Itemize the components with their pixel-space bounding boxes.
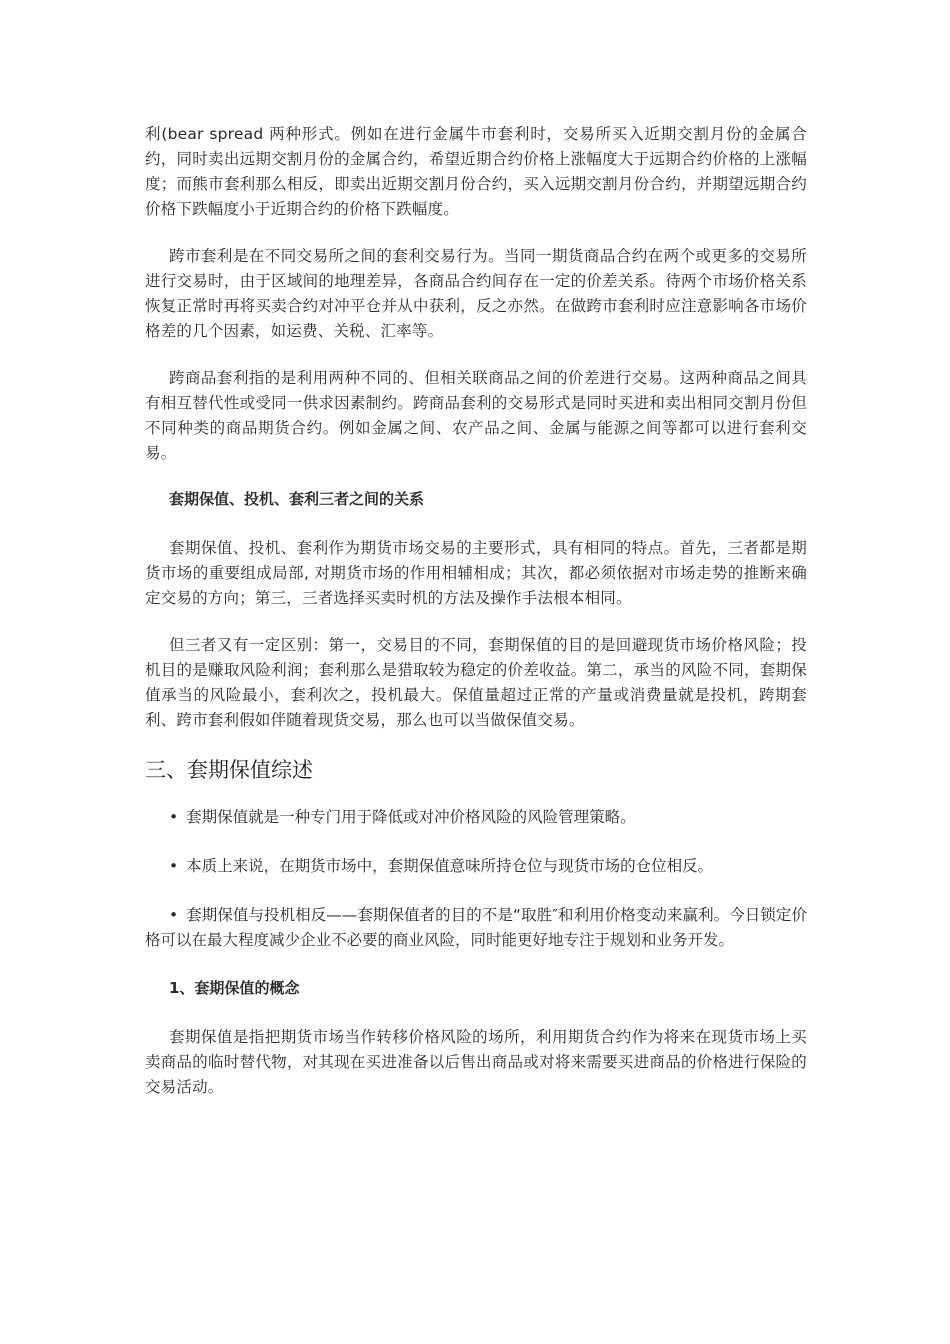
paragraph-hedging-definition: 套期保值是指把期货市场当作转移价格风险的场所，利用期货合约作为将来在现货市场上买卖商品的临时替代物，对其现在买进准备以后售出商品或对将来需要买进商品的价格进行保险的交易活动。 <box>145 1028 807 1096</box>
document-page <box>145 122 807 1122</box>
bullet-text: 套期保值就是一种专门用于降低或对冲价格风险的风险管理策略。 <box>186 808 636 826</box>
paragraph-differences: 但三者又有一定区别：第一，交易目的不同，套期保值的目的是回避现货市场价格风险；投机目的是赚取风险利润；套利那么是猎取较为稳定的价差收益。第二，承当的风险不同，套期保值承当的风险最小，套利次之，投机最大。保值量超过正常的产量或消费量就是投机，跨期套利、跨市套利假如伴随着现货交易，那么也可以当做保值交易。 <box>145 636 807 729</box>
bullet-text: 套期保值与投机相反——套期保值者的目的不是“取胜″和利用价格变动来赢利。今日锁定价格可以在最大程度减少企业不必要的商业风险，同时能更好地专注于规划和业务开发。 <box>145 906 807 949</box>
paragraph-inter-commodity-arbitrage: 跨商品套利指的是利用两种不同的、但相关联商品之间的价差进行交易。这两种商品之间具有相互替代性或受同一供求因素制约。跨商品套利的交易形式是同时买进和卖出相同交割月份但不同种类的商品期货合约。例如金属之间、农产品之间、金属与能源之间等都可以进行套利交易。 <box>145 369 807 462</box>
bullet-icon: • <box>169 808 179 826</box>
paragraph-inter-market-arbitrage: 跨市套利是在不同交易所之间的套利交易行为。当同一期货商品合约在两个或更多的交易所进行交易时，由于区域间的地理差异，各商品合约间存在一定的价差关系。待两个市场价格关系恢复正常时再将买卖合约对冲平仓并从中获利，反之亦然。在做跨市套利时应注意影响各市场价格差的几个因素，如运费、关税、汇率等。 <box>145 247 807 340</box>
section-heading-hedging-overview: 三、套期保值综述 <box>145 758 313 782</box>
bullet-item-3 <box>145 903 807 953</box>
bullet-item-2 <box>145 854 807 879</box>
paragraph-bear-spread: 利(bear spread 两种形式。例如在进行金属牛市套利时，交易所买入近期交割月份的金属合约，同时卖出远期交割月份的金属合约，希望近期合约价格上涨幅度大于远期合约价格的上涨幅度；而熊市套利那么相反，即卖出近期交割月份合约，买入远期交割月份合约，并期望远期合约价格下跌幅度小于近期合约的价格下跌幅度。 <box>145 125 807 218</box>
bullet-item-1 <box>145 805 807 830</box>
subheading-concept: 1、套期保值的概念 <box>169 979 300 997</box>
bullet-icon: • <box>169 857 179 875</box>
subheading-relation: 套期保值、投机、套利三者之间的关系 <box>169 490 425 508</box>
paragraph-common-features: 套期保值、投机、套利作为期货市场交易的主要形式，具有相同的特点。首先，三者都是期货市场的重要组成局部, 对期货市场的作用相辅相成；其次，都必须依据对市场走势的推断来确定交易的方向；第三，三者选择买卖时机的方法及操作手法根本相同。 <box>145 539 807 607</box>
bullet-icon: • <box>169 906 179 924</box>
bullet-text: 本质上来说，在期货市场中，套期保值意味所持仓位与现货市场的仓位相反。 <box>186 857 714 875</box>
